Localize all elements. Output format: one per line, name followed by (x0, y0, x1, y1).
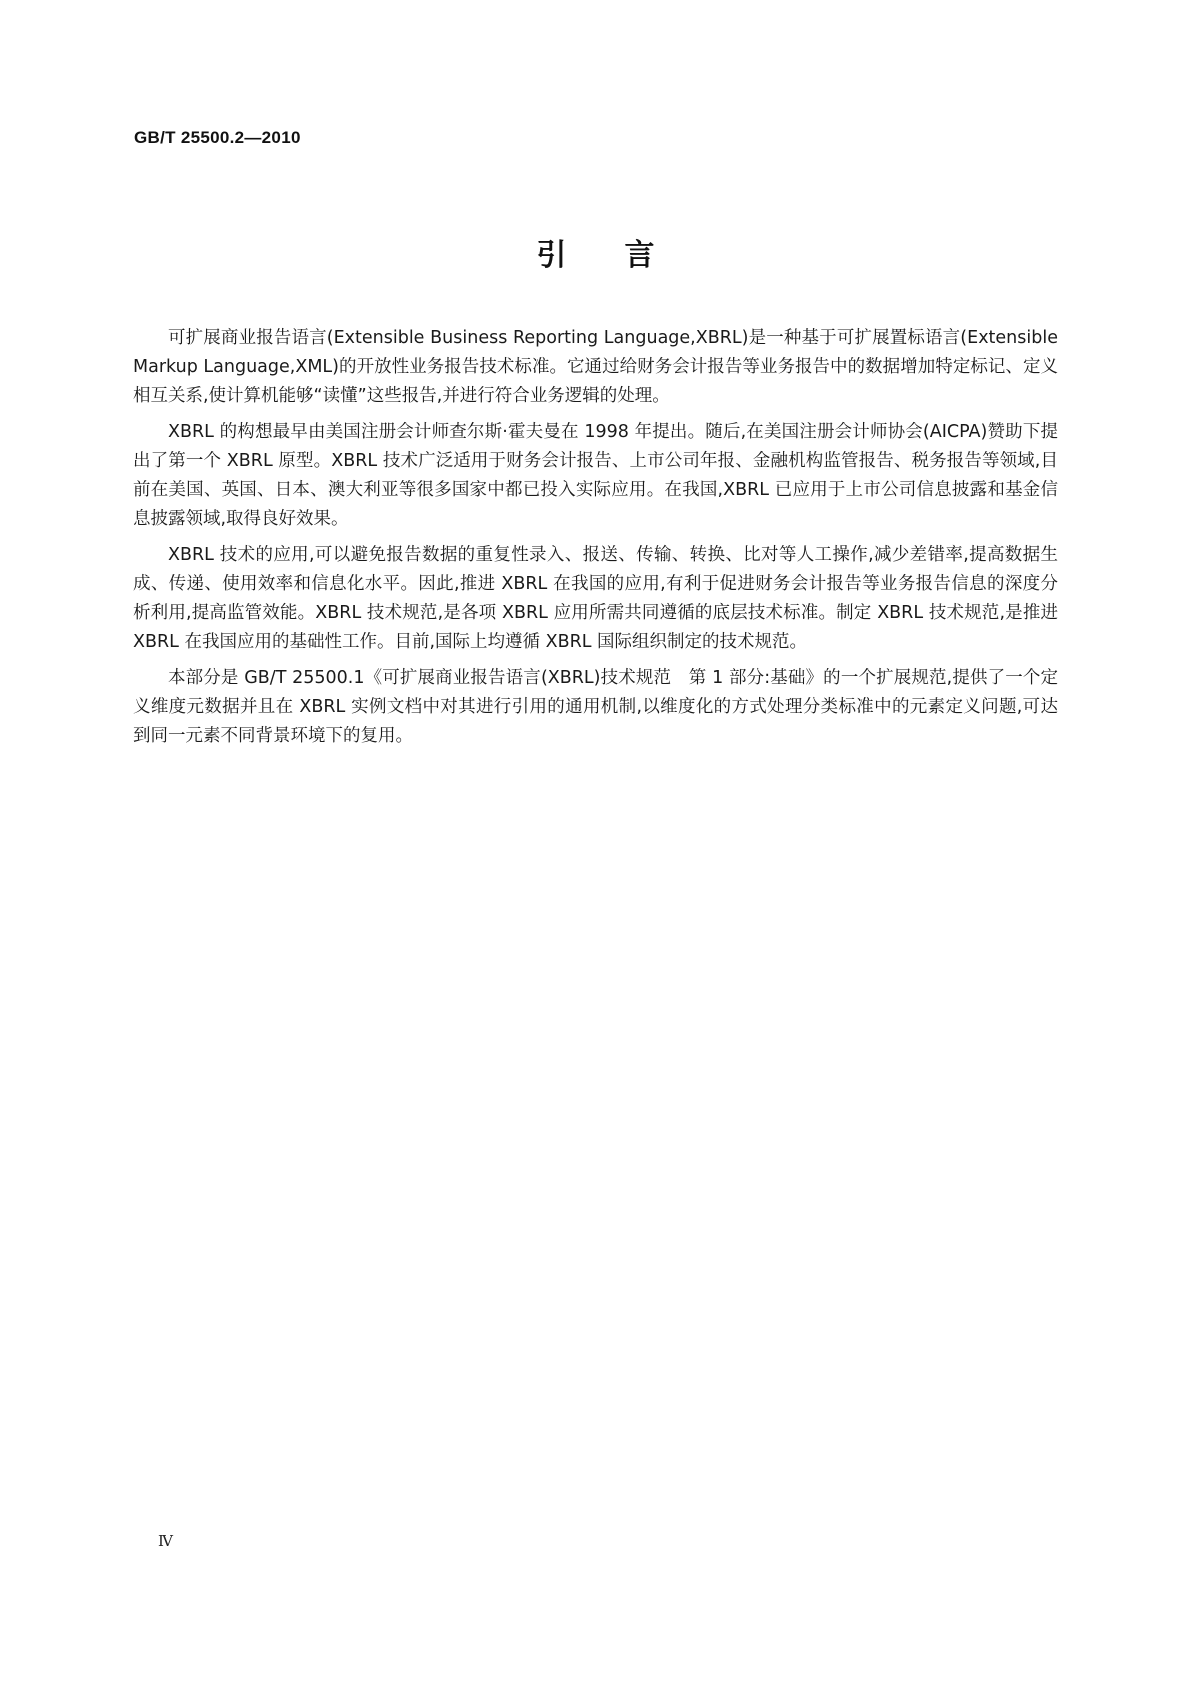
page-title (0, 230, 1191, 274)
paragraph-4: 本部分是 GB/T 25500.1《可扩展商业报告语言(XBRL)技术规范 第 1 部分:基础》的一个扩展规范,提供了一个定义维度元数据并且在 XBRL 实例文档中对其进行引用的通用机制,以维度化的方式处理分类标准中的元素定义问题,可达到同一元素不同背景环境下的复用。 (133, 668, 1058, 746)
page-number: Ⅳ (158, 1532, 173, 1550)
introduction-body (133, 324, 1058, 758)
title-char-1: 引 (536, 238, 567, 273)
standard-code: GB/T 25500.2—2010 (134, 128, 301, 147)
paragraph-1: 可扩展商业报告语言(Extensible Business Reporting Language,XBRL)是一种基于可扩展置标语言(Extensible Markup Language,XML)的开放性业务报告技术标准。它通过给财务会计报告等业务报告中的数据增加特定标记、定义相互关系,使计算机能够“读懂”这些报告,并进行符合业务逻辑的处理。 (133, 328, 1058, 406)
paragraph-2: XBRL 的构想最早由美国注册会计师查尔斯·霍夫曼在 1998 年提出。随后,在美国注册会计师协会(AICPA)赞助下提出了第一个 XBRL 原型。XBRL 技术广泛适用于财务会计报告、上市公司年报、金融机构监管报告、税务报告等领域,目前在美国、英国、日本、澳大利亚等很多国家中都已投入实际应用。在我国,XBRL 已应用于上市公司信息披露和基金信息披露领域,取得良好效果。 (133, 422, 1058, 529)
title-char-2: 言 (624, 238, 655, 273)
paragraph-3: XBRL 技术的应用,可以避免报告数据的重复性录入、报送、传输、转换、比对等人工操作,减少差错率,提高数据生成、传递、使用效率和信息化水平。因此,推进 XBRL 在我国的应用,有利于促进财务会计报告等业务报告信息的深度分析利用,提高监管效能。XBRL 技术规范,是各项 XBRL 应用所需共同遵循的底层技术标准。制定 XBRL 技术规范,是推进 XBRL 在我国应用的基础性工作。目前,国际上均遵循 XBRL 国际组织制定的技术规范。 (133, 545, 1058, 652)
